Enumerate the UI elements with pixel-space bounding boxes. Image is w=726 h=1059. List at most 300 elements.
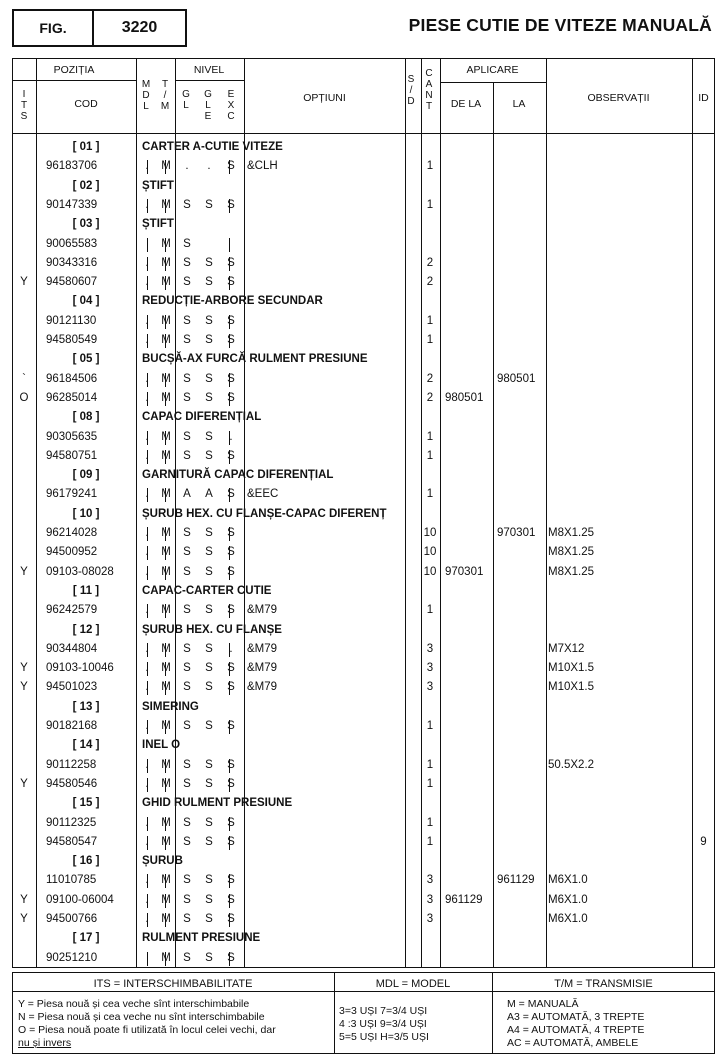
exc-level: S: [227, 314, 235, 327]
cell-tick: [147, 720, 148, 734]
part-description: CARTER A-CUTIE VITEZE: [142, 141, 283, 153]
tm-code: M: [161, 662, 171, 675]
gle-level: S: [205, 642, 213, 655]
fig-number: 3220: [121, 19, 158, 36]
part-description: ȘURUB: [142, 855, 183, 868]
section-row: [12, 177, 715, 196]
table-row: [12, 254, 715, 273]
mdl-code: .: [145, 488, 149, 501]
section-row: [12, 408, 715, 427]
legend-tm-line: AC = AUTOMATĂ, AMBELE: [507, 1037, 639, 1049]
cell-tick: [229, 257, 230, 271]
section-row: [12, 698, 715, 717]
exc-level: S: [227, 604, 235, 617]
cell-tick: [165, 160, 166, 174]
quantity: 1: [426, 334, 434, 346]
gl-level: S: [183, 372, 191, 385]
quantity: 2: [426, 256, 434, 269]
exc-level: S: [227, 546, 235, 559]
gle-level: S: [205, 681, 213, 694]
gl-level: S: [183, 276, 191, 289]
cell-tick: [147, 894, 148, 908]
cell-tick: [229, 720, 230, 734]
section-row: [12, 138, 715, 157]
fig-label: FIG.: [39, 20, 67, 36]
option-code: &EEC: [247, 488, 279, 501]
cell-tick: [165, 874, 166, 888]
cell-tick: [165, 334, 166, 348]
tm-code: M: [161, 913, 171, 925]
part-code: 94580546: [46, 777, 98, 790]
gle-level: A: [205, 488, 213, 501]
cell-tick: [165, 836, 166, 850]
cell-tick: [165, 431, 166, 445]
legend-its-title: ITS = INTERSCHIMBABILITATE: [93, 978, 253, 990]
tm-code: M: [161, 449, 171, 462]
part-code: 94580607: [46, 276, 98, 289]
table-row: [12, 524, 715, 543]
table-row: [12, 601, 715, 620]
applies-from: 970301: [445, 565, 484, 578]
quantity: 1: [426, 720, 434, 732]
gle-level: S: [205, 816, 213, 829]
position-number: [ 13 ]: [72, 700, 100, 713]
gle-level: S: [205, 874, 213, 887]
part-code: 94501023: [46, 681, 98, 694]
part-code: 09100-06004: [46, 893, 114, 906]
gle-level: S: [205, 662, 213, 675]
page-title: PIESE CUTIE DE VITEZE MANUALĂ: [408, 15, 712, 35]
cell-tick: [147, 759, 148, 773]
part-code: 96214028: [46, 527, 98, 539]
part-description: GHID RULMENT PRESIUNE: [142, 797, 293, 810]
table-row: [12, 678, 715, 697]
quantity: 1: [426, 835, 434, 848]
position-number: [ 09 ]: [72, 469, 100, 482]
table-row: [12, 756, 715, 775]
section-row: [12, 215, 715, 234]
its-code: Y: [20, 777, 28, 790]
cell-tick: [229, 488, 230, 502]
exc-level: S: [227, 276, 235, 289]
gl-level: S: [183, 430, 191, 443]
gl-level: S: [183, 546, 191, 559]
quantity: 1: [426, 449, 434, 462]
tm-code: M: [161, 198, 171, 211]
table-row: [12, 910, 715, 929]
its-code: Y: [20, 276, 28, 289]
quantity: 1: [426, 758, 434, 771]
cell-tick: [147, 315, 148, 329]
its-code: `: [22, 372, 26, 385]
cell-tick: [229, 566, 230, 580]
cell-tick: [229, 238, 230, 252]
tm-code: M: [161, 565, 171, 578]
mdl-code: .: [145, 160, 149, 173]
cell-tick: [229, 199, 230, 213]
table-row: [12, 659, 715, 678]
gl-level: S: [183, 758, 191, 771]
cell-tick: [229, 373, 230, 387]
observation: M10X1.5: [548, 662, 595, 675]
mdl-code: .: [145, 430, 149, 443]
gle-level: S: [205, 758, 213, 771]
gle-level: .: [207, 160, 211, 173]
option-code: &CLH: [247, 160, 278, 173]
part-code: 96179241: [46, 488, 98, 501]
tm-code: M: [161, 604, 171, 617]
mdl-code: .: [145, 198, 149, 211]
part-description: ȘTIFT: [142, 218, 174, 231]
gl-level: S: [183, 913, 191, 925]
header-gl: G L: [182, 89, 190, 111]
gl-level: S: [183, 391, 191, 404]
header-sd: S / D: [407, 74, 415, 107]
position-number: [ 12 ]: [72, 623, 100, 636]
gle-level: S: [205, 314, 213, 327]
exc-level: S: [227, 758, 235, 771]
header-nivel: NIVEL: [193, 64, 225, 76]
position-number: [ 16 ]: [72, 855, 100, 868]
section-row: [12, 350, 715, 369]
tm-code: M: [161, 816, 171, 829]
legend-mdl-line: 3=3 UȘI 7=3/4 UȘI: [339, 1005, 428, 1017]
exc-level: S: [227, 160, 235, 173]
cell-tick: [229, 913, 230, 927]
gle-level: S: [205, 951, 213, 964]
cell-tick: [165, 817, 166, 831]
gl-level: S: [183, 198, 191, 211]
part-code: 90251210: [46, 951, 98, 964]
part-description: RULMENT PRESIUNE: [142, 932, 261, 945]
table-row: [12, 235, 715, 254]
cell-tick: [229, 276, 230, 290]
cell-tick: [165, 913, 166, 927]
cell-tick: [229, 315, 230, 329]
exc-level: S: [227, 391, 235, 404]
table-row: [12, 447, 715, 466]
applies-to: 980501: [497, 372, 536, 385]
position-number: [ 08 ]: [72, 411, 100, 424]
tm-code: M: [161, 334, 171, 346]
quantity: 10: [423, 546, 437, 559]
mdl-code: .: [145, 546, 149, 559]
part-code: 90065583: [46, 237, 98, 250]
mdl-code: .: [145, 565, 149, 578]
quantity: 2: [426, 372, 434, 385]
gl-level: S: [183, 565, 191, 578]
mdl-code: .: [145, 372, 149, 385]
gle-level: S: [205, 372, 213, 385]
legend-mdl-title: MDL = MODEL: [375, 978, 451, 990]
gle-level: S: [205, 276, 213, 289]
table-row: [12, 814, 715, 833]
position-number: [ 15 ]: [72, 797, 100, 810]
quantity: 3: [426, 662, 434, 675]
table-row: [12, 949, 715, 968]
id-value: 9: [700, 835, 707, 848]
header-pozitia: POZIȚIA: [53, 64, 95, 76]
quantity: 1: [426, 430, 434, 443]
gle-level: S: [205, 565, 213, 578]
section-row: [12, 505, 715, 524]
exc-level: S: [227, 720, 235, 732]
mdl-code: .: [145, 758, 149, 771]
cell-tick: [147, 334, 148, 348]
nivel-under-line: [175, 80, 244, 81]
exc-level: S: [227, 372, 235, 385]
part-description: INEL O: [142, 739, 181, 752]
applies-from: 980501: [445, 391, 484, 404]
exc-level: S: [227, 816, 235, 829]
cell-tick: [229, 874, 230, 888]
its-code: Y: [20, 913, 28, 925]
header-de-la: DE LA: [450, 98, 482, 110]
section-row: [12, 292, 715, 311]
cell-tick: [147, 199, 148, 213]
quantity: 10: [423, 527, 437, 539]
its-code: Y: [20, 565, 28, 578]
table-row: [12, 389, 715, 408]
legend-tm-line: M = MANUALĂ: [507, 998, 579, 1010]
legend-mdl-lines: [339, 1005, 429, 1044]
mdl-code: .: [145, 449, 149, 462]
mdl-code: .: [145, 662, 149, 675]
header-exc: E X C: [227, 89, 235, 122]
quantity: 1: [426, 604, 434, 617]
quantity: 1: [426, 816, 434, 829]
cell-tick: [147, 778, 148, 792]
cell-tick: [165, 681, 166, 695]
mdl-code: .: [145, 777, 149, 790]
cell-tick: [147, 817, 148, 831]
mdl-code: .: [145, 334, 149, 346]
tm-code: M: [161, 527, 171, 539]
part-code: 94580547: [46, 835, 98, 848]
gle-level: S: [205, 391, 213, 404]
part-description: BUCȘĂ-AX FURCĂ RULMENT PRESIUNE: [142, 353, 368, 366]
quantity: 3: [426, 913, 434, 925]
cell-tick: [147, 488, 148, 502]
gle-level: S: [205, 720, 213, 732]
mdl-code: .: [145, 816, 149, 829]
section-row: [12, 466, 715, 485]
section-row: [12, 621, 715, 640]
header-gle: G L E: [204, 89, 212, 122]
exc-level: S: [227, 334, 235, 346]
tm-code: M: [161, 160, 171, 173]
cell-tick: [147, 681, 148, 695]
cell-tick: [229, 681, 230, 695]
gl-level: A: [183, 488, 191, 501]
mdl-code: .: [145, 913, 149, 925]
legend-title-line: [12, 991, 715, 992]
cell-tick: [229, 759, 230, 773]
quantity: 3: [426, 642, 434, 655]
gl-level: S: [183, 662, 191, 675]
gle-level: S: [205, 604, 213, 617]
cell-tick: [165, 643, 166, 657]
quantity: 1: [426, 314, 434, 327]
table-row: [12, 157, 715, 176]
table-row: [12, 428, 715, 447]
gl-level: S: [183, 314, 191, 327]
mdl-code: .: [145, 874, 149, 887]
mdl-code: .: [145, 642, 149, 655]
position-number: [ 05 ]: [72, 353, 100, 366]
gl-level: S: [183, 893, 191, 906]
exc-level: S: [227, 527, 235, 539]
part-code: 96184506: [46, 372, 98, 385]
cell-tick: [229, 952, 230, 966]
tm-code: M: [161, 391, 171, 404]
mdl-code: .: [145, 604, 149, 617]
cell-tick: [229, 392, 230, 406]
exc-level: S: [227, 565, 235, 578]
exc-level: S: [227, 198, 235, 211]
header-cod: COD: [74, 98, 98, 110]
position-number: [ 02 ]: [72, 179, 100, 192]
part-description: SIMERING: [142, 700, 199, 713]
gl-level: S: [183, 681, 191, 694]
table-row: [12, 485, 715, 504]
its-code: O: [19, 391, 29, 404]
tm-code: M: [161, 720, 171, 732]
cell-tick: [229, 334, 230, 348]
header-bottom-line: [12, 133, 715, 134]
mdl-code: .: [145, 256, 149, 269]
tm-code: M: [161, 372, 171, 385]
quantity: 1: [426, 488, 434, 501]
option-code: &M79: [247, 681, 278, 694]
part-description: CAPAC-CARTER CUTIE: [142, 584, 272, 597]
gle-level: S: [205, 198, 213, 211]
cell-tick: [229, 160, 230, 174]
tm-code: M: [161, 835, 171, 848]
legend-its-line: N = Piesa nouă și cea veche nu sînt interschimbabile: [18, 1011, 265, 1023]
gl-level: S: [183, 449, 191, 462]
gl-level: S: [183, 604, 191, 617]
cell-tick: [147, 643, 148, 657]
cell-tick: [165, 488, 166, 502]
table-row: [12, 717, 715, 736]
gl-level: S: [183, 642, 191, 655]
cell-tick: [147, 566, 148, 580]
cell-tick: [147, 392, 148, 406]
cell-tick: [229, 604, 230, 618]
cell-tick: [229, 662, 230, 676]
gle-level: S: [205, 430, 213, 443]
legend-tm-line: A3 = AUTOMATĂ, 3 TREPTE: [507, 1011, 645, 1023]
cell-tick: [147, 160, 148, 174]
mdl-code: .: [145, 893, 149, 906]
applies-from: 961129: [445, 893, 483, 906]
legend-tm-title: T/M = TRANSMISIE: [554, 978, 653, 990]
cell-tick: [165, 604, 166, 618]
observation: M8X1.25: [548, 527, 595, 539]
pozitia-under-line: [12, 80, 136, 81]
part-code: 11010785: [46, 874, 97, 887]
gl-level: S: [183, 951, 191, 964]
cell-tick: [147, 952, 148, 966]
gle-level: S: [205, 913, 213, 925]
observation: M10X1.5: [548, 681, 595, 694]
cell-tick: [229, 817, 230, 831]
header-tm: T / M: [160, 79, 170, 112]
gl-level: S: [183, 874, 191, 887]
header-optiuni: OPȚIUNI: [303, 92, 346, 104]
observation: M6X1.0: [548, 874, 588, 887]
observation: M6X1.0: [548, 913, 588, 925]
cell-tick: [165, 778, 166, 792]
position-number: [ 17 ]: [72, 932, 100, 945]
position-number: [ 10 ]: [72, 507, 100, 520]
fig-label-box: [12, 9, 94, 47]
part-code: 94500766: [46, 913, 98, 925]
tm-code: M: [161, 681, 171, 694]
table-row: [12, 273, 715, 292]
part-code: 90344804: [46, 642, 98, 655]
gle-level: S: [205, 334, 213, 346]
cell-tick: [165, 257, 166, 271]
cell-tick: [147, 836, 148, 850]
section-row: [12, 736, 715, 755]
position-number: [ 14 ]: [72, 739, 100, 752]
mdl-code: .: [145, 720, 149, 732]
cell-tick: [165, 720, 166, 734]
tm-code: M: [161, 777, 171, 790]
observation: M8X1.25: [548, 565, 595, 578]
part-description: ȘURUB HEX. CU FLANȘE-CAPAC DIFERENȚ: [142, 507, 387, 520]
quantity: 3: [426, 681, 434, 694]
tm-code: M: [161, 256, 171, 269]
table-row: [12, 891, 715, 910]
part-code: 90112325: [46, 816, 97, 829]
gl-level: S: [183, 720, 191, 732]
cell-tick: [165, 238, 166, 252]
applies-to: 970301: [497, 527, 536, 539]
gle-level: S: [205, 893, 213, 906]
option-code: &M79: [247, 662, 278, 675]
tm-code: M: [161, 642, 171, 655]
legend-mdl-line: 5=5 UȘI H=3/5 UȘI: [339, 1031, 429, 1043]
observation: M6X1.0: [548, 893, 588, 906]
exc-level: S: [227, 449, 235, 462]
cell-tick: [165, 373, 166, 387]
cell-tick: [165, 894, 166, 908]
cell-tick: [147, 238, 148, 252]
gl-level: S: [183, 777, 191, 790]
mdl-code: .: [145, 681, 149, 694]
tm-code: M: [161, 546, 171, 559]
exc-level: S: [227, 488, 235, 501]
cell-tick: [165, 546, 166, 560]
cell-tick: [165, 662, 166, 676]
part-code: 96285014: [46, 391, 98, 404]
cell-tick: [147, 431, 148, 445]
tm-code: M: [161, 488, 171, 501]
exc-level: S: [227, 835, 235, 848]
part-description: REDUCȚIE-ARBORE SECUNDAR: [142, 295, 323, 308]
table-row: [12, 833, 715, 852]
position-number: [ 01 ]: [72, 141, 100, 153]
part-code: 96242579: [46, 604, 98, 617]
quantity: 1: [426, 198, 434, 211]
option-code: &M79: [247, 604, 278, 617]
table-row: [12, 563, 715, 582]
cell-tick: [165, 199, 166, 213]
exc-level: S: [227, 951, 235, 964]
